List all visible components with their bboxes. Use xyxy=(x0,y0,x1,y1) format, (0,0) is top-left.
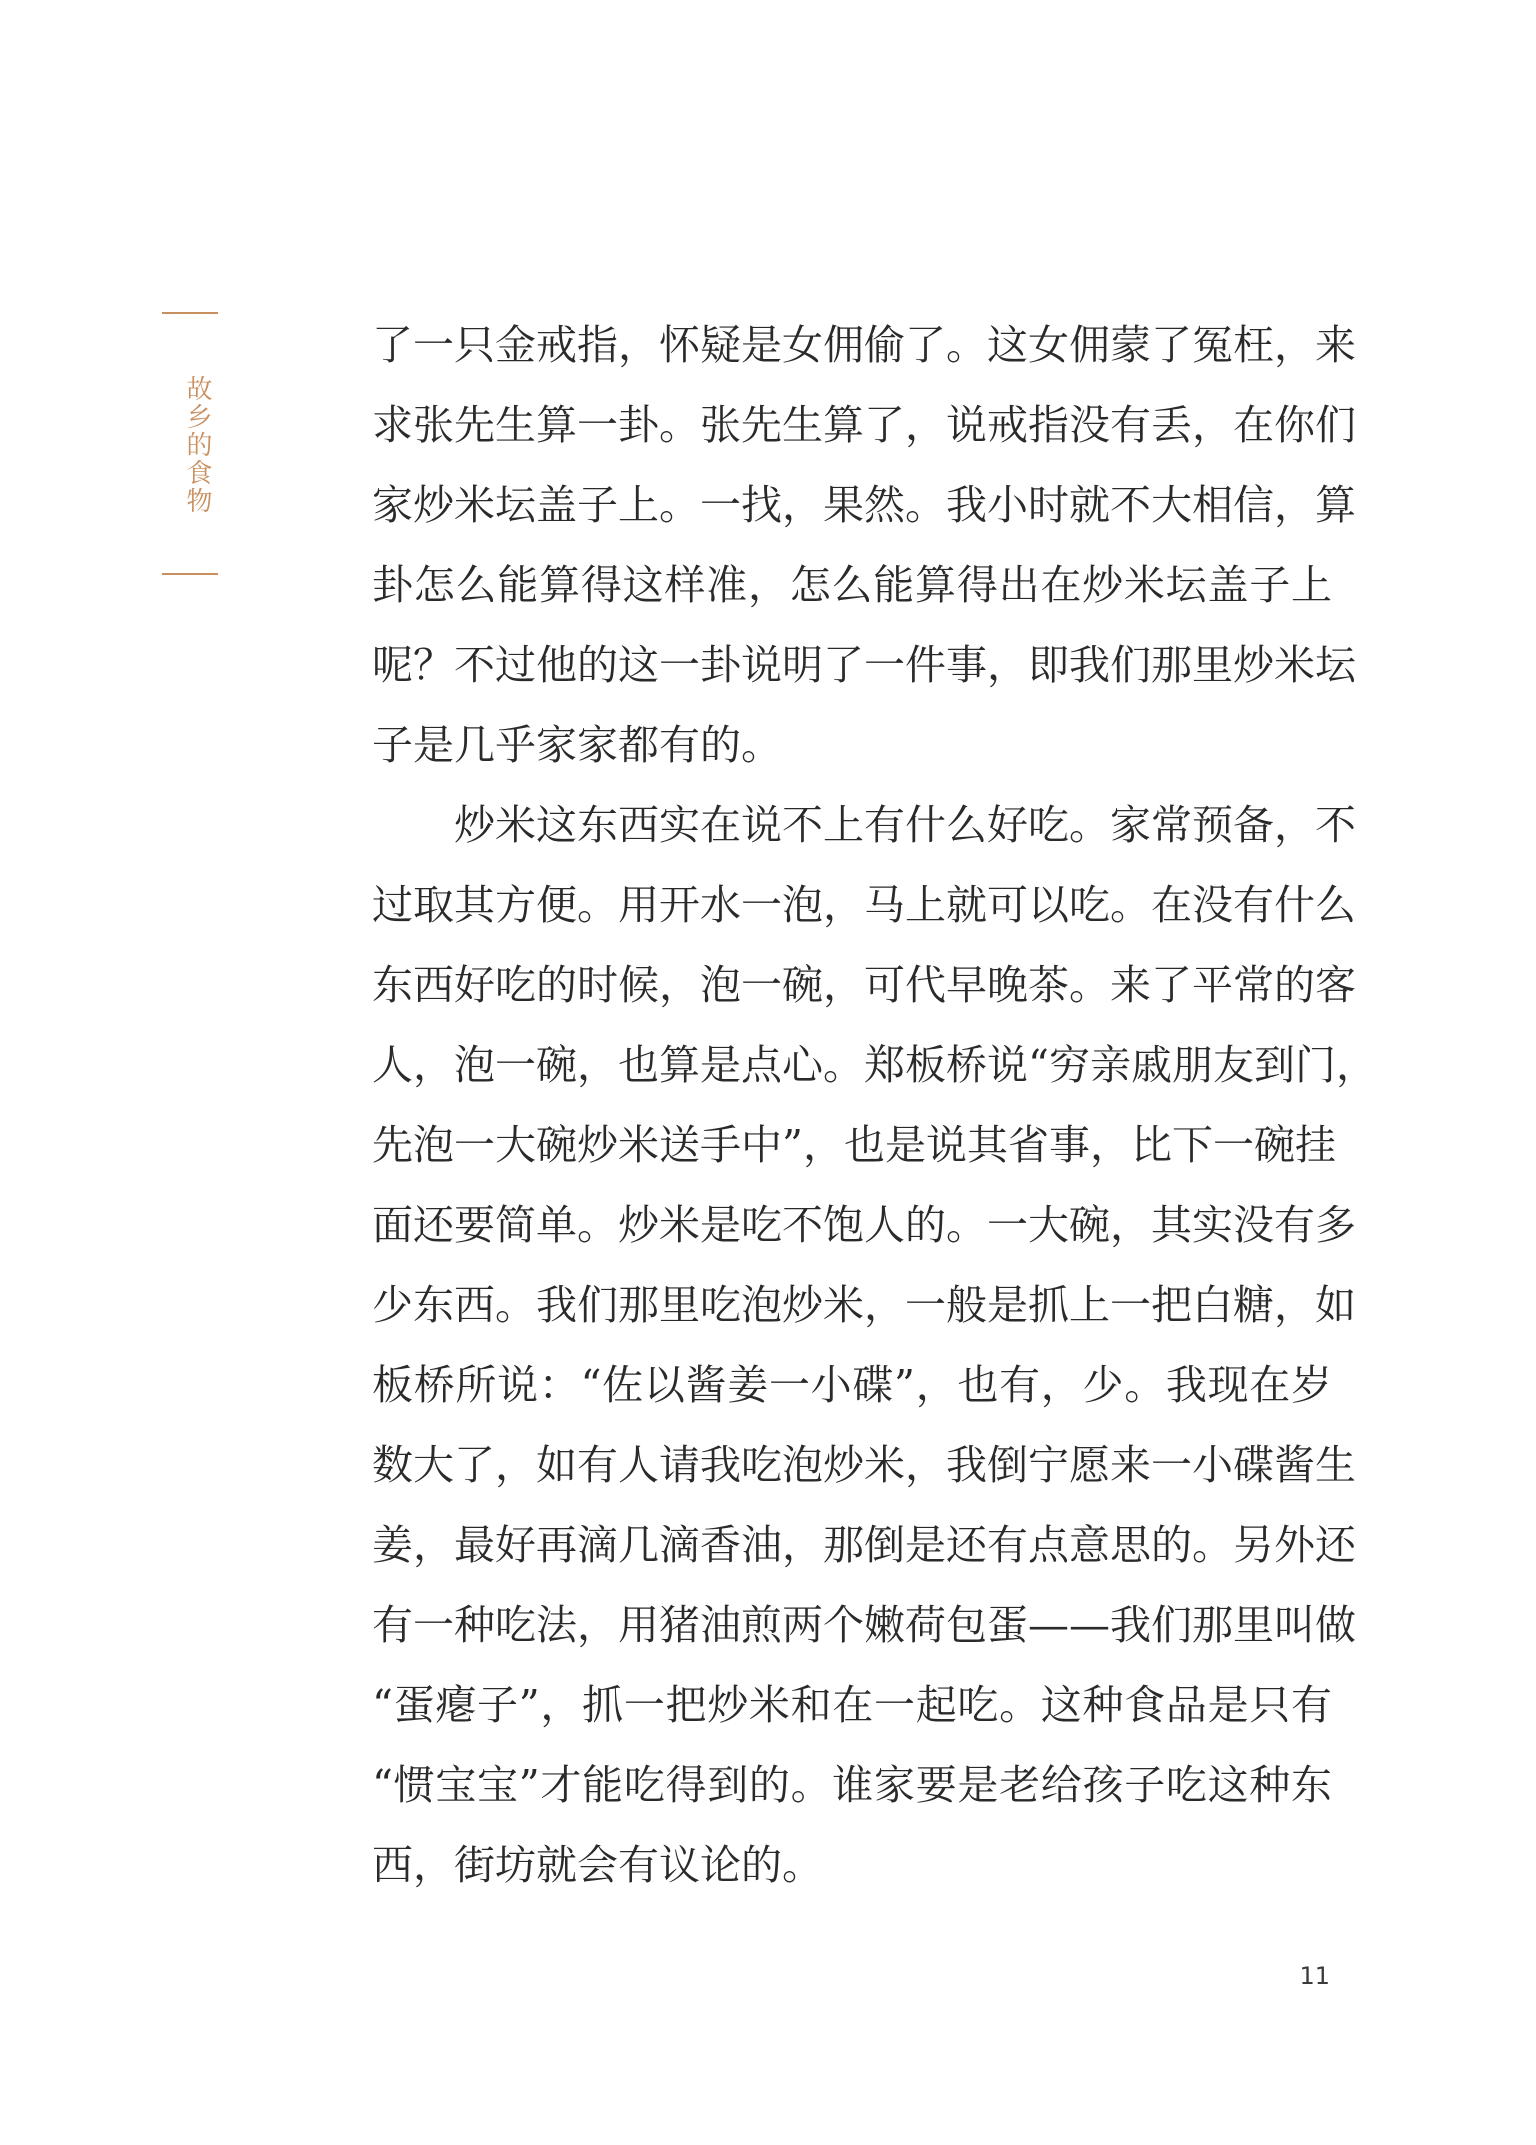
text-line: 过取其方便。用开水一泡，马上就可以吃。在没有什么 xyxy=(372,881,1356,929)
text-line: 姜，最好再滴几滴香油，那倒是还有点意思的。另外还 xyxy=(372,1521,1356,1569)
page-number: 11 xyxy=(1299,1962,1330,1990)
running-title-top-rule xyxy=(162,312,218,314)
text-line: “蛋瘪子”，抓一把炒米和在一起吃。这种食品是只有 xyxy=(372,1681,1332,1729)
running-title: 故乡的食物 xyxy=(182,375,212,515)
text-line: 数大了，如有人请我吃泡炒米，我倒宁愿来一小碟酱生 xyxy=(372,1441,1356,1489)
text-line: 西，街坊就会有议论的。 xyxy=(372,1841,823,1889)
text-line: 板桥所说：“佐以酱姜一小碟”，也有，少。我现在岁 xyxy=(372,1361,1332,1409)
text-line: 有一种吃法，用猪油煎两个嫩荷包蛋——我们那里叫做 xyxy=(372,1601,1356,1649)
text-line: 东西好吃的时候，泡一碗，可代早晚茶。来了平常的客 xyxy=(372,961,1356,1009)
text-line: 少东西。我们那里吃泡炒米，一般是抓上一把白糖，如 xyxy=(372,1281,1356,1329)
text-line: 子是几乎家家都有的。 xyxy=(372,721,782,769)
text-line: 呢？不过他的这一卦说明了一件事，即我们那里炒米坛 xyxy=(372,641,1356,689)
text-line: 求张先生算一卦。张先生算了，说戒指没有丢，在你们 xyxy=(372,401,1356,449)
text-line: 先泡一大碗炒米送手中”，也是说其省事，比下一碗挂 xyxy=(372,1121,1336,1169)
text-line: 卦怎么能算得这样准，怎么能算得出在炒米坛盖子上 xyxy=(372,561,1332,609)
text-line: 了一只金戒指，怀疑是女佣偷了。这女佣蒙了冤枉，来 xyxy=(372,321,1356,369)
text-line: 面还要简单。炒米是吃不饱人的。一大碗，其实没有多 xyxy=(372,1201,1356,1249)
body-text xyxy=(372,305,1377,1905)
text-line: “惯宝宝”才能吃得到的。谁家要是老给孩子吃这种东 xyxy=(372,1761,1332,1809)
text-line: 人，泡一碗，也算是点心。郑板桥说“穷亲戚朋友到门， xyxy=(372,1041,1377,1089)
running-title-bottom-rule xyxy=(162,573,218,575)
text-line: 家炒米坛盖子上。一找，果然。我小时就不大相信，算 xyxy=(372,481,1356,529)
text-line: 炒米这东西实在说不上有什么好吃。家常预备，不 xyxy=(454,801,1356,849)
